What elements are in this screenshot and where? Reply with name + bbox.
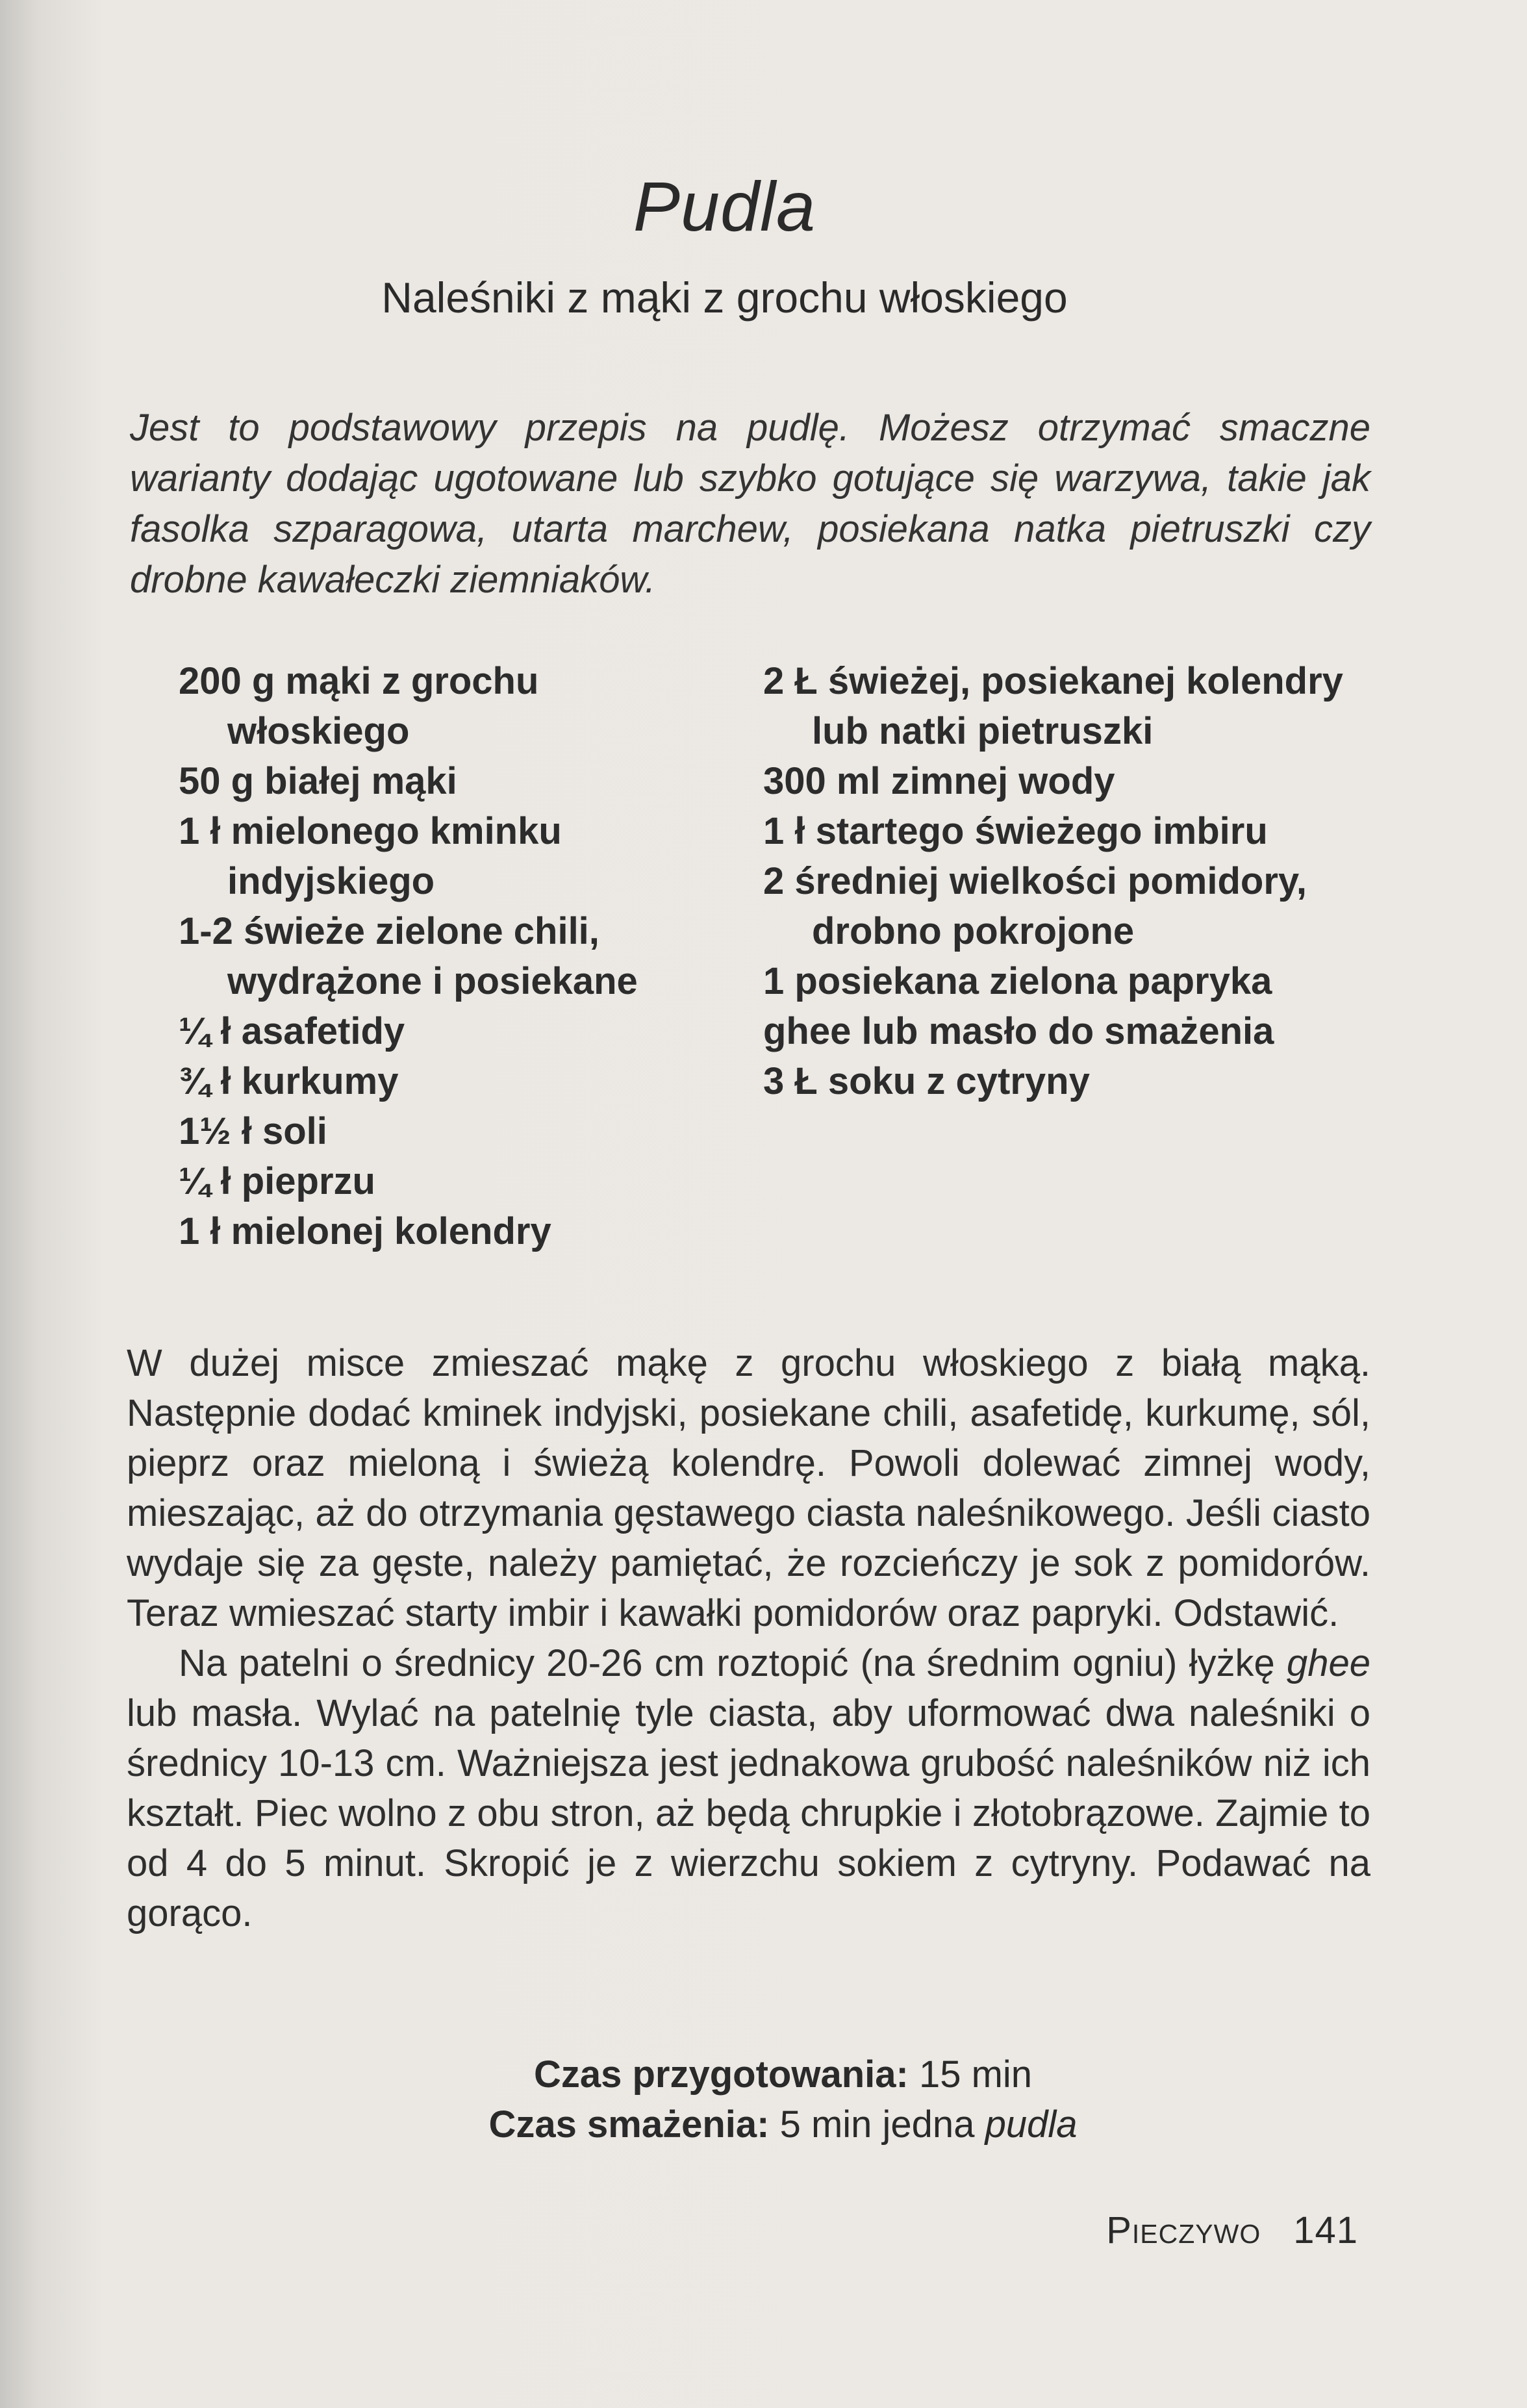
prep-time <box>19 2049 1527 2099</box>
ghee-emphasis: ghee <box>1286 1642 1370 1684</box>
ingredient-item: 1-2 świeże zielone chili, wydrążone i posiekane <box>179 910 638 1002</box>
prep-time-label: Czas przygotowania: <box>533 2053 909 2096</box>
recipe-subtitle: Naleśniki z mąki z grochu włoskiego <box>381 273 1068 322</box>
section-name: Pieczywo <box>1106 2209 1261 2251</box>
method-paragraph-2-start: Na patelni o średnicy 20-26 cm roztopić (na średnim ogniu) łyżkę <box>179 1642 1287 1684</box>
ingredient-item: ¼ ł asafetidy <box>179 1010 405 1052</box>
ingredient-item: 50 g białej mąki <box>179 760 457 802</box>
ingredient-item: 1 posiekana zielona papryka <box>763 960 1272 1002</box>
ingredient-item: 2 średniej wielkości pomidory, drobno pokrojone <box>763 860 1307 952</box>
recipe-title: Pudla <box>633 167 816 246</box>
method-paragraph-1: W dużej misce zmieszać mąkę z grochu włoskiego z białą mąką. Następnie dodać kminek indyjski, posiekane chili, asafetidę, kurkumę, sól, pieprz oraz mieloną i świeżą kolendrę. Powoli dolewać zimnej wody, mieszając, aż do otrzymania gęstawego ciasta naleśnikowego. Jeśli ciasto wydaje się za gęste, należy pamiętać, że rozcieńczy je sok z pomidorów. Teraz wmieszać starty imbir i kawałki pomidorów oraz papryki. Odstawić. <box>127 1342 1370 1634</box>
ingredient-item: 1 ł mielonego kminku indyjskiego <box>179 810 562 902</box>
page-number: 141 <box>1293 2209 1358 2251</box>
method-paragraph-2 <box>127 1638 1370 1938</box>
ingredient-item: 200 g mąki z grochu włoskiego <box>179 660 539 752</box>
ingredients-right-column <box>763 656 1361 1106</box>
ingredient-item: 3 Ł soku z cytryny <box>763 1060 1090 1102</box>
ingredient-item: 1 ł startego świeżego imbiru <box>763 810 1268 852</box>
recipe-times <box>19 2049 1527 2149</box>
fry-time-label: Czas smażenia: <box>488 2103 770 2146</box>
prep-time-value: 15 min <box>918 2053 1033 2096</box>
ingredients-left-column <box>179 656 711 1256</box>
fry-time <box>19 2099 1527 2149</box>
ingredient-item: ghee lub masło do smażenia <box>763 1010 1274 1052</box>
page-footer <box>1106 2209 1358 2252</box>
ingredient-item: 2 Ł świeżej, posiekanej kolendry lub natki pietruszki <box>763 660 1343 752</box>
fry-time-value: 5 min jedna <box>779 2103 975 2146</box>
ingredient-item: 1 ł mielonej kolendry <box>179 1210 551 1252</box>
ingredient-item: ¾ ł kurkumy <box>179 1060 399 1102</box>
recipe-method <box>127 1338 1370 1938</box>
method-paragraph-2-end: lub masła. Wylać na patelnię tyle ciasta, aby uformować dwa naleśniki o średnicy 10-13 cm. Ważniejsza jest jednakowa grubość naleśników niż ich kształt. Piec wolno z obu stron, aż będą chrupkie i złotobrązowe. Zajmie to od 4 do 5 minut. Skropić je z wierzchu sokiem z cytryny. Podawać na gorąco. <box>127 1692 1370 1934</box>
ingredient-item: 1½ ł soli <box>179 1110 327 1152</box>
fry-time-unit: pudla <box>985 2103 1078 2146</box>
ingredient-item: ¼ ł pieprzu <box>179 1160 375 1202</box>
ingredient-item: 300 ml zimnej wody <box>763 760 1115 802</box>
recipe-intro: Jest to podstawowy przepis na pudlę. Możesz otrzymać smaczne warianty dodając ugotowane lub szybko gotujące się warzywa, takie jak fasolka szparagowa, utarta marchew, posiekana natka pietruszki czy drobne kawałeczki ziemniaków. <box>130 407 1370 601</box>
